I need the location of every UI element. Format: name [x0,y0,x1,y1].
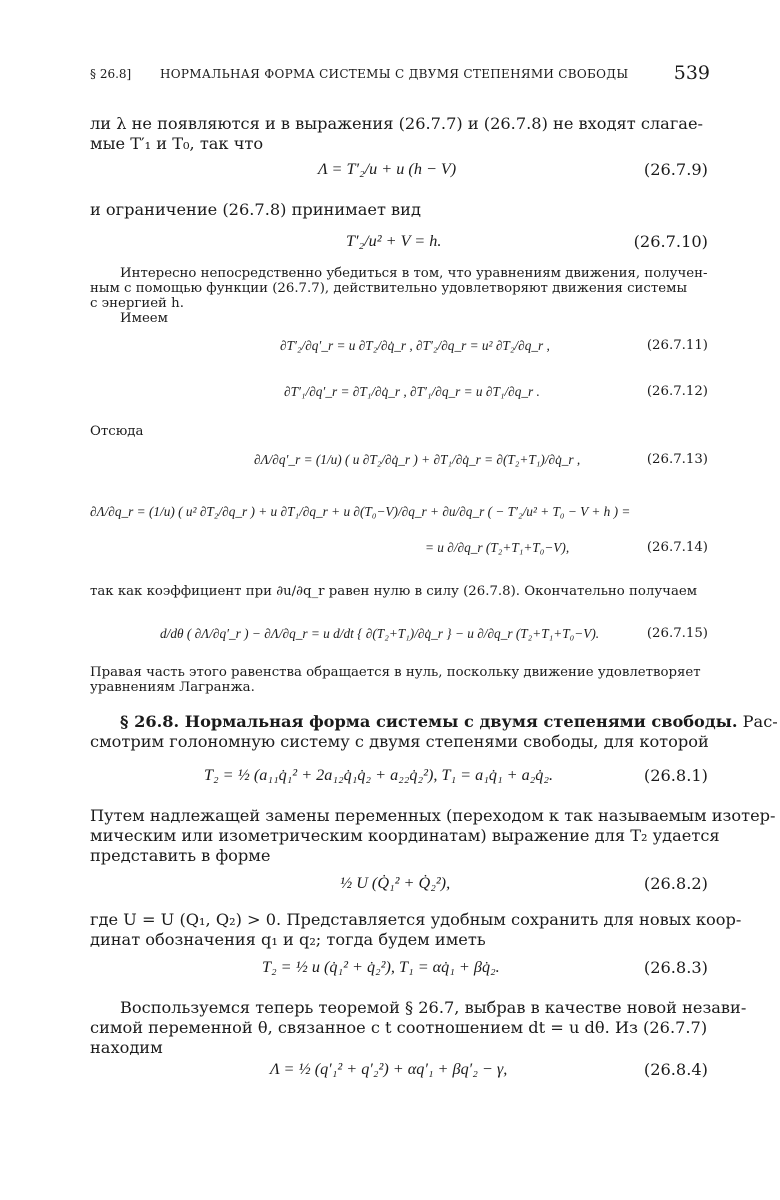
equation-number: (26.7.12) [646,384,708,399]
page-number: 539 [673,62,710,84]
text-line: ным с помощью функции (26.7.7), действительно удовлетворяют движения системы [90,281,688,296]
text-line: мые T′₁ и T₀, так что [90,134,264,153]
text-line: с энергией h. [90,296,184,311]
text-line: Воспользуемся теперь теоремой § 26.7, выбрав в качестве новой незави- [120,998,747,1017]
text-line: где U = U (Q₁, Q₂) > 0. Представляется удобным сохранить для новых коор- [90,910,742,929]
header-title: НОРМАЛЬНАЯ ФОРМА СИСТЕМЫ С ДВУМЯ СТЕПЕНЯМИ СВОБОДЫ [160,67,629,81]
section-heading: § 26.8. Нормальная форма системы с двумя степенями свободы. [120,712,738,731]
equation: T₂ = ½ (a₁₁q̇₁² + 2a₁₂q̇₁q̇₂ + a₂₂q̇₂²), T₁ = a₁q̇₁ + a₂q̇₂. [204,766,554,784]
equation-number: (26.8.2) [643,874,708,893]
text-line: уравнениям Лагранжа. [90,680,255,695]
text-line: Интересно непосредственно убедиться в том, что уравнениям движения, получен- [120,266,708,281]
equation: ∂Λ/∂q_r = (1/u) ( u² ∂T₂/∂q_r ) + u ∂T₁/∂q_r + u ∂(T₀−V)/∂q_r + ∂u/∂q_r ( − T′₂/u² + T₀ − V + h ) = [90,504,631,519]
equation: Λ = ½ (q′₁² + q′₂²) + αq′₁ + βq′₂ − γ, [270,1060,508,1078]
text-line: Правая часть этого равенства обращается в нуль, поскольку движение удовлетворяет [90,665,701,680]
equation: Λ = T′₂/u + u (h − V) [318,160,457,178]
equation-number: (26.8.3) [643,958,708,977]
equation: d/dθ ( ∂Λ/∂q′_r ) − ∂Λ/∂q_r = u d/dt { ∂(T₂+T₁)/∂q̇_r } − u ∂/∂q_r (T₂+T₁+T₀−V). [160,626,600,641]
equation: T₂ = ½ u (q̇₁² + q̇₂²), T₁ = αq̇₁ + βq̇₂. [262,958,500,976]
text-line: Путем надлежащей замены переменных (переходом к так называемым изотер- [90,806,776,825]
equation: ∂Λ/∂q′_r = (1/u) ( u ∂T₂/∂q̇_r ) + ∂T₁/∂q̇_r = ∂(T₂+T₁)/∂q̇_r , [254,452,581,467]
section-heading-line [120,712,778,731]
equation-number: (26.7.11) [646,338,708,353]
equation: T′₂/u² + V = h. [346,232,442,250]
text-line: ли λ не появляются и в выражения (26.7.7) и (26.7.8) не входят слагае- [90,114,703,133]
text-line: динат обозначения q₁ и q₂; тогда будем иметь [90,930,486,949]
equation-number: (26.7.15) [646,626,708,641]
text-line: мическим или изометрическим координатам) выражение для T₂ удается [90,826,720,845]
equation-number: (26.7.10) [633,232,708,251]
equation: = u ∂/∂q_r (T₂+T₁+T₀−V), [425,540,570,555]
equation-number: (26.7.14) [646,540,708,555]
text-line: представить в форме [90,846,271,865]
equation: ∂T′₁/∂q′_r = ∂T₁/∂q̇_r , ∂T′₁/∂q_r = u ∂T₁/∂q_r . [284,384,540,399]
text-line: так как коэффициент при ∂u/∂q_r равен нулю в силу (26.7.8). Окончательно получаем [90,584,698,599]
running-header [90,62,710,86]
equation: ∂T′₂/∂q′_r = u ∂T₂/∂q̇_r , ∂T′₂/∂q_r = u² ∂T₂/∂q_r , [280,338,550,353]
header-section: § 26.8] [90,67,132,81]
text-line: Имеем [120,311,169,326]
equation-number: (26.7.13) [646,452,708,467]
equation-number: (26.8.4) [643,1060,708,1079]
equation-number: (26.8.1) [643,766,708,785]
text-fragment: Рас- [742,712,778,731]
text-line: находим [90,1038,163,1057]
text-line: смотрим голономную систему с двумя степенями свободы, для которой [90,732,709,751]
equation-number: (26.7.9) [643,160,708,179]
text-line: Отсюда [90,424,144,439]
equation: ½ U (Q̇₁² + Q̇₂²), [340,874,451,892]
text-line: и ограничение (26.7.8) принимает вид [90,200,421,219]
text-line: симой переменной θ, связанное с t соотношением dt = u dθ. Из (26.7.7) [90,1018,708,1037]
